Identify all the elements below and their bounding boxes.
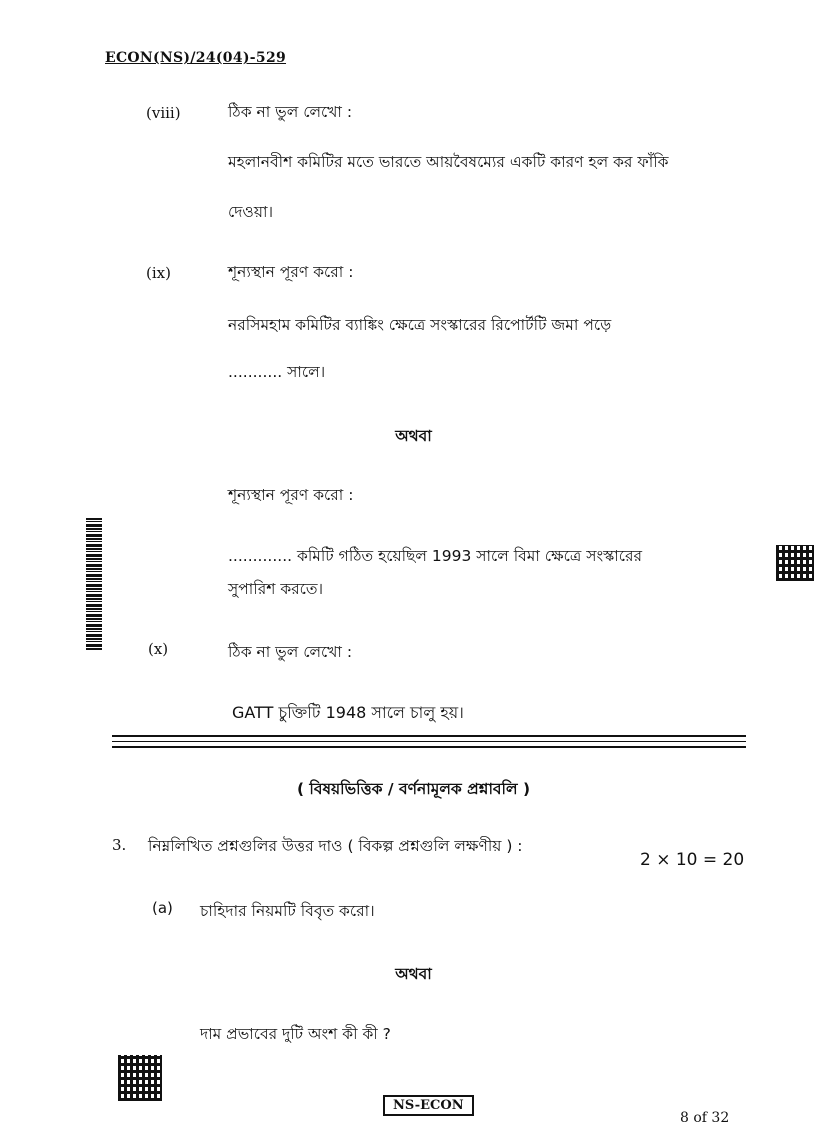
item-number-x: (x) — [148, 640, 169, 658]
item-ix-statement-cont: ........... সালে। — [228, 363, 326, 381]
question-3-marks: 2 × 10 = 20 — [640, 850, 745, 870]
subject-code-box: NS-ECON — [383, 1095, 474, 1116]
item-ix-instruction: শূন্যস্থান পূরণ করো : — [228, 263, 354, 281]
divider-line — [112, 735, 746, 737]
question-number-3: 3. — [112, 836, 127, 854]
or-separator: অথবা — [395, 427, 432, 445]
qr-code-right — [776, 545, 814, 581]
item-x-instruction: ঠিক না ভুল লেখো : — [228, 643, 353, 661]
paper-code: ECON(NS)/24(04)-529 — [105, 50, 287, 66]
item-ix-statement: নরসিমহাম কমিটির ব্যাঙ্কিং ক্ষেত্রে সংস্কারের রিপোর্টটি জমা পড়ে — [228, 316, 612, 334]
item-viii-statement: মহলানবীশ কমিটির মতে ভারতে আয়বৈষম্যের একটি কারণ হল কর ফাঁকি — [228, 153, 669, 171]
section-title: ( বিষয়ভিত্তিক / বর্ণনামূলক প্রশ্নাবলি ) — [296, 780, 531, 798]
item-ix-alt-statement-cont: সুপারিশ করতে। — [228, 580, 324, 598]
divider-line — [112, 746, 746, 748]
item-number-ix: (ix) — [146, 264, 171, 282]
sub-question-label-a: (a) — [152, 899, 173, 917]
item-ix-alt-statement: ............. কমিটি গঠিত হয়েছিল 1993 সালে বিমা ক্ষেত্রে সংস্কারের — [228, 547, 643, 565]
qr-code-bottom — [118, 1055, 162, 1101]
alternative-question-text: দাম প্রভাবের দুটি অংশ কী কী ? — [200, 1025, 391, 1043]
item-number-viii: (viii) — [146, 104, 181, 122]
item-viii-instruction: ঠিক না ভুল লেখো : — [228, 103, 353, 121]
item-ix-alt-instruction: শূন্যস্থান পূরণ করো : — [228, 486, 354, 504]
item-x-statement: GATT চুক্তিটি 1948 সালে চালু হয়। — [232, 703, 464, 722]
barcode — [86, 518, 102, 650]
divider-line — [112, 741, 746, 742]
sub-question-a-text: চাহিদার নিয়মটি বিবৃত করো। — [200, 902, 375, 920]
item-viii-statement-cont: দেওয়া। — [228, 203, 274, 221]
or-separator-2: অথবা — [395, 965, 432, 983]
question-3-text: নিম্নলিখিত প্রশ্নগুলির উত্তর দাও ( বিকল্প প্রশ্নগুলি লক্ষণীয় ) : — [148, 837, 523, 855]
page-number: 8 of 32 — [680, 1110, 730, 1126]
